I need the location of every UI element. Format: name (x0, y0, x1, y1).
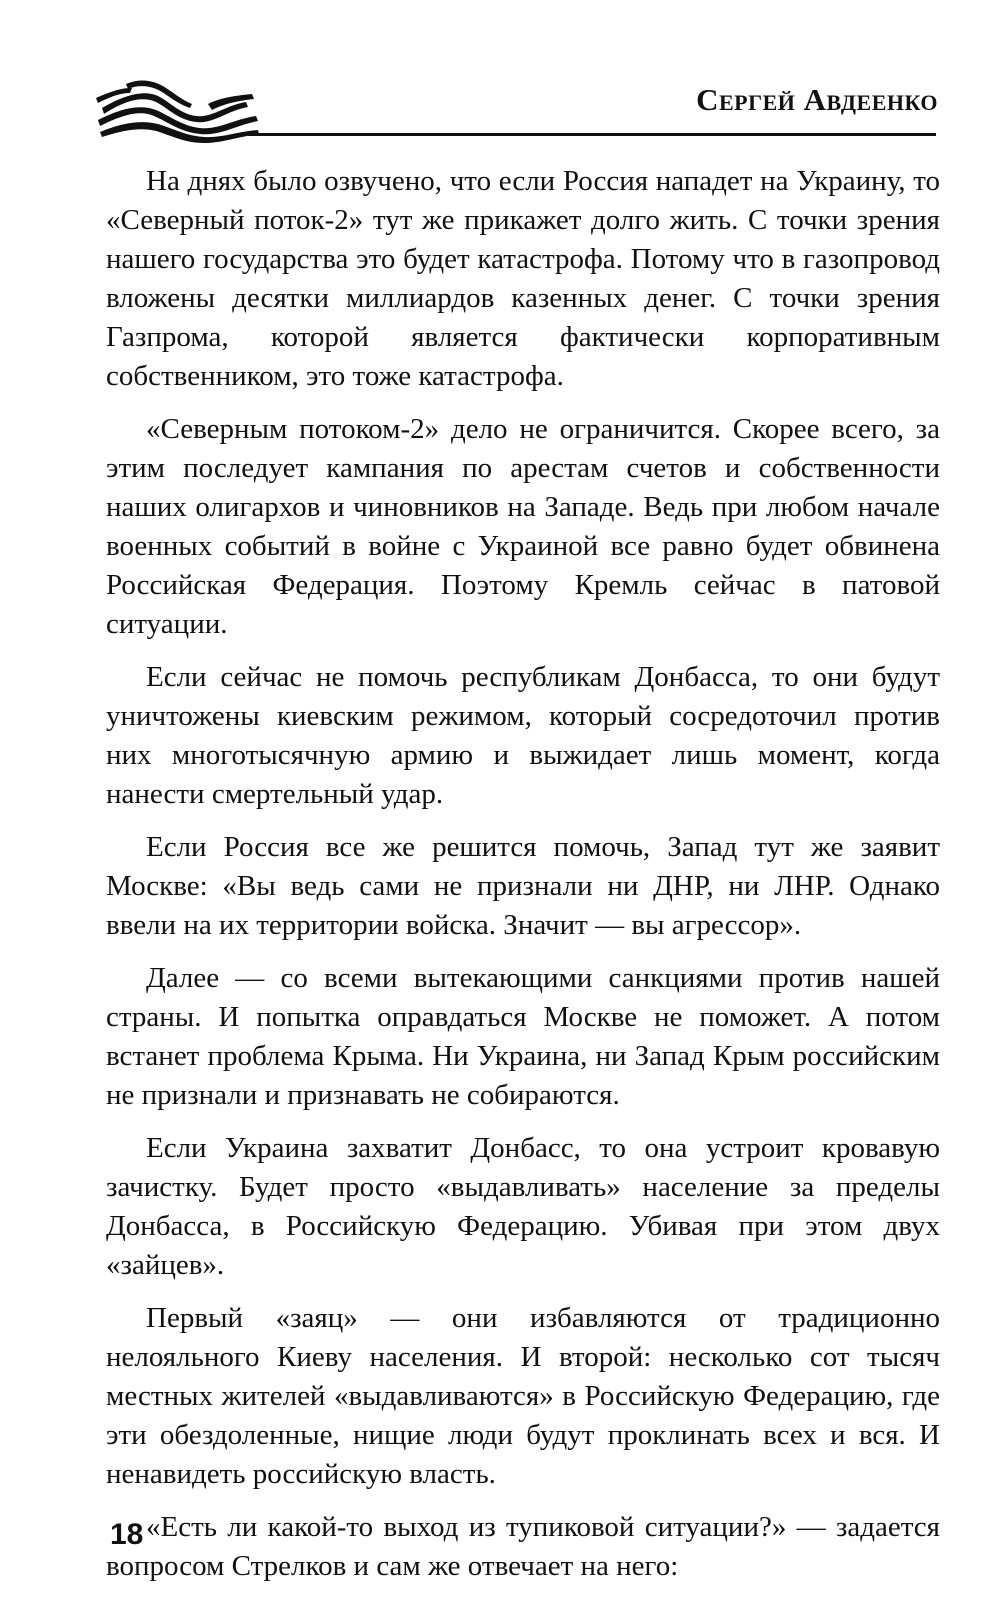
paragraph: Далее — со всеми вытекающими санкциями против нашей страны. И попытка оправдаться Москве не поможет. А потом встанет проблема Крыма. Ни Украина, ни Запад Крым российским не признали и признавать не собираются. (106, 962, 940, 1111)
paragraph: «Северным потоком-2» дело не ограничится. Скорее всего, за этим последует кампания по арестам счетов и собственности наших олигархов и чиновников на Западе. Ведь при любом начале военных событий в войне с Украиной все равно будет обвинена Российская Федерация. Поэтому Кремль сейчас в патовой ситуации. (106, 413, 940, 640)
running-header-author: Сергей Авдеенко (696, 82, 938, 117)
paragraph: На днях было озвучено, что если Россия нападет на Украину, то «Северный поток-2» тут же прикажет долго жить. С точки зрения нашего государства это будет катастрофа. Потому что в газопровод вложены десятки миллиардов казенных денег. С точки зрения Газпрома, которой является фактически корпоративным собственником, это тоже катастрофа. (106, 165, 940, 392)
paragraph: Первый «заяц» — они избавляются от традиционно нелояльного Киеву населения. И второй: несколько сот тысяч местных жителей «выдавливаются» в Российскую Федерацию, где эти обездоленные, нищие люди будут проклинать всех и вся. И ненавидеть российскую власть. (106, 1302, 940, 1490)
paragraph: Если сейчас не помочь республикам Донбасса, то они будут уничтожены киевским режимом, который сосредоточил против них многотысячную армию и выжидает лишь момент, когда нанести смертельный удар. (106, 661, 940, 810)
paragraph: «Есть ли какой-то выход из тупиковой ситуации?» — задается вопросом Стрелков и сам же отвечает на него: (106, 1511, 940, 1582)
body-text (106, 162, 940, 1600)
page-number: 18 (110, 1518, 144, 1551)
paragraph: Если Украина захватит Донбасс, то она устроит кровавую зачистку. Будет просто «выдавливать» население за пределы Донбасса, в Российскую Федерацию. Убивая при этом двух «зайцев». (106, 1132, 940, 1281)
header-divider (248, 133, 936, 136)
paragraph: Если Россия все же решится помочь, Запад тут же заявит Москве: «Вы ведь сами не признали ни ДНР, ни ЛНР. Однако ввели на их территории войска. Значит — вы агрессор». (106, 831, 940, 941)
waves-logo-icon (96, 74, 266, 144)
